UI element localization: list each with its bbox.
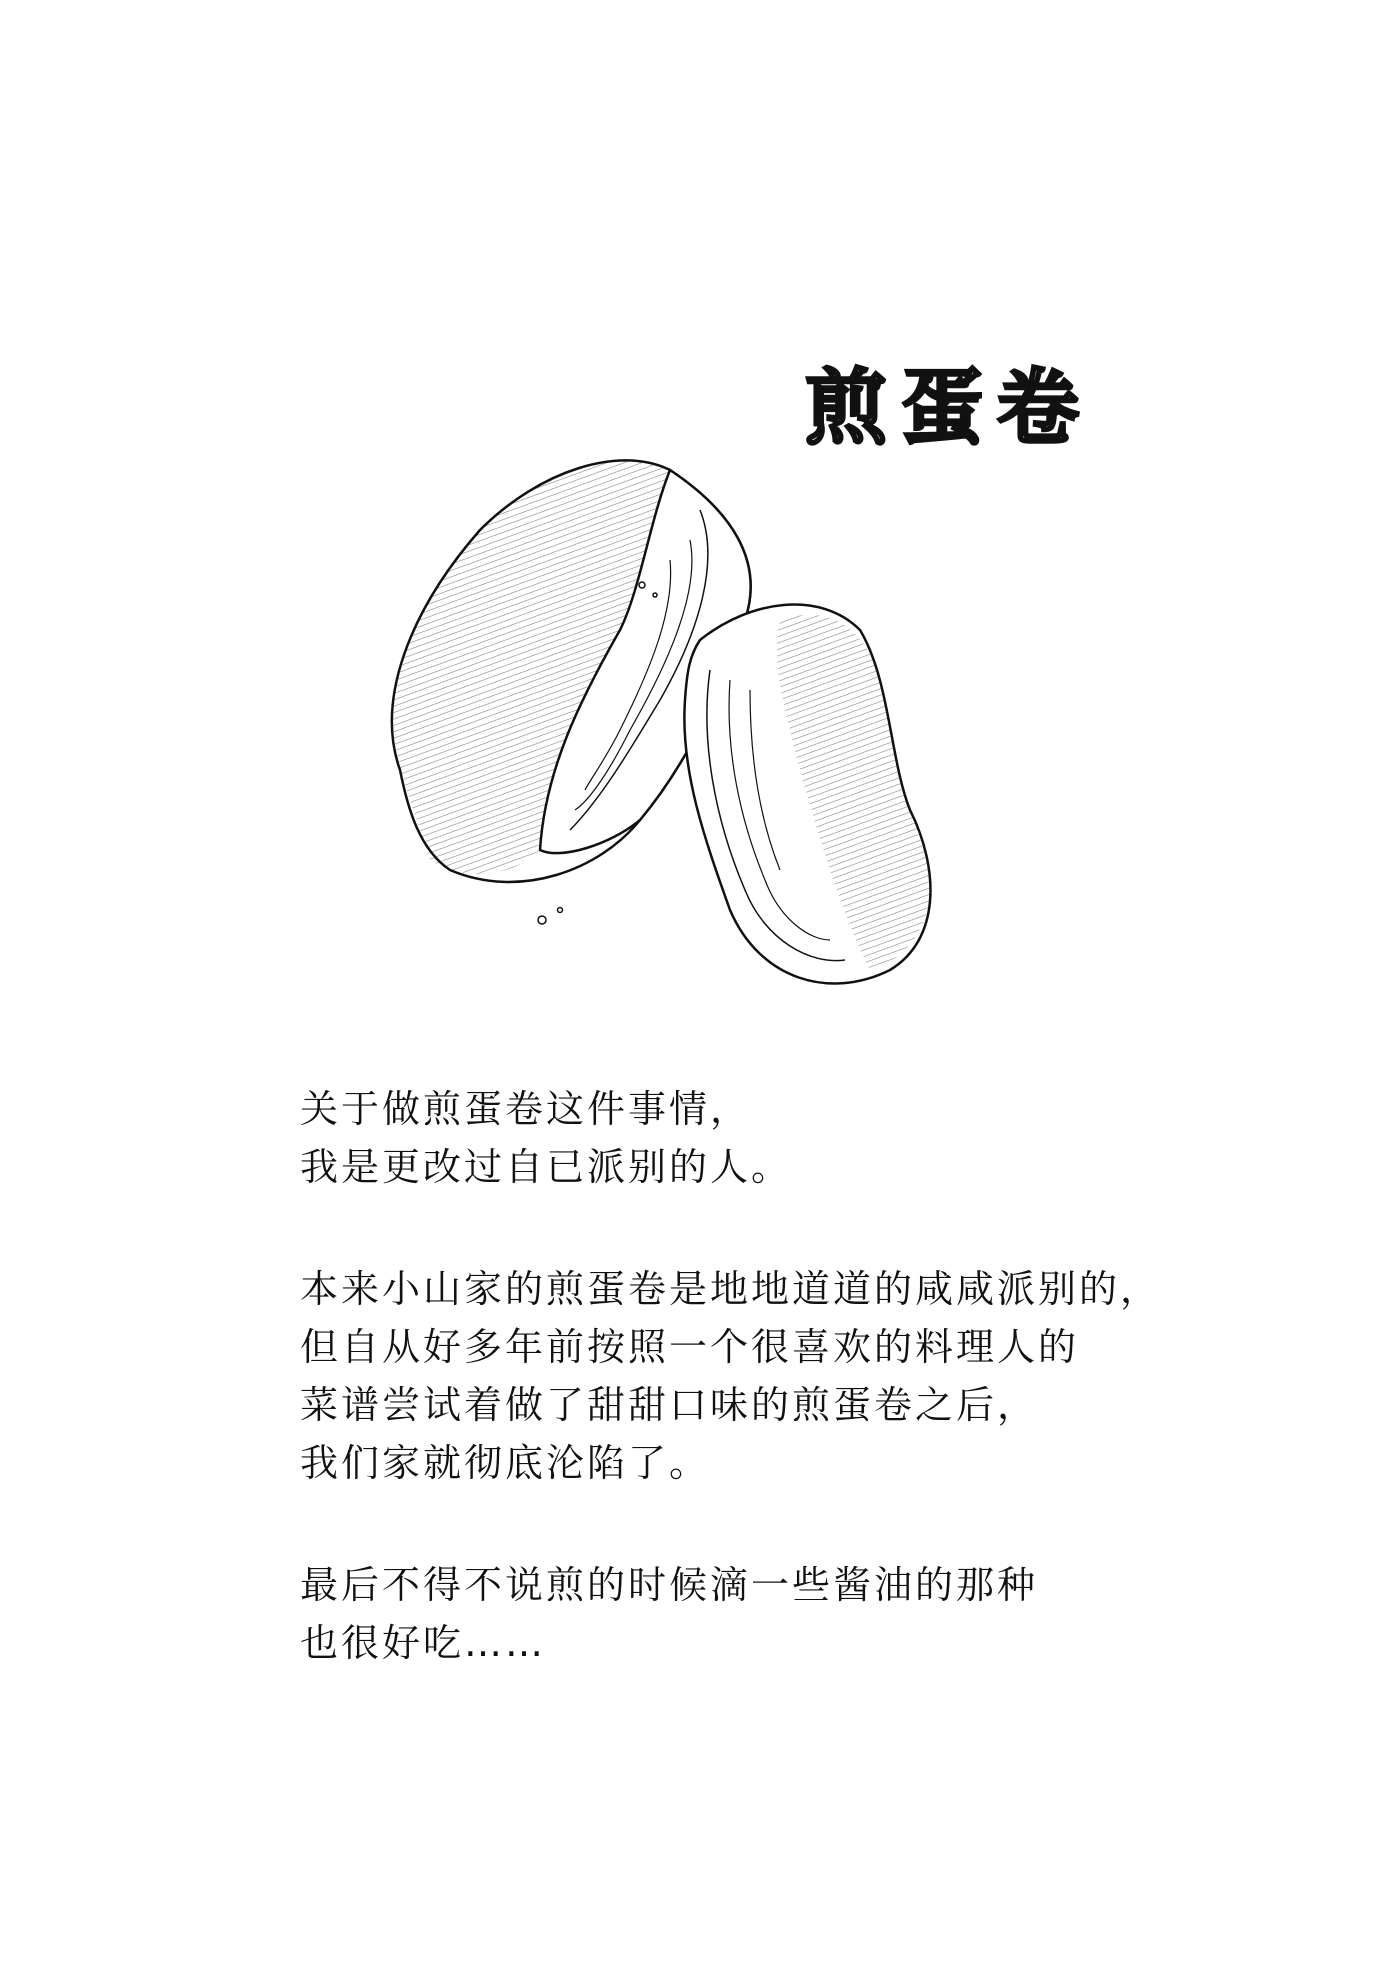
paragraph — [300, 1080, 1161, 1196]
paragraph — [300, 1556, 1161, 1672]
paragraph — [300, 1260, 1161, 1492]
page-title: 煎蛋卷 — [805, 361, 1094, 456]
text-line: 但自从好多年前按照一个很喜欢的料理人的 — [300, 1325, 1080, 1369]
text-line: 关于做煎蛋卷这件事情， — [300, 1087, 752, 1131]
text-line: 我们家就彻底沦陷了。 — [300, 1441, 711, 1485]
text-line: 我是更改过自已派别的人。 — [300, 1145, 793, 1189]
essay-text — [300, 1080, 1161, 1736]
text-line: 最后不得不说煎的时候滴一些酱油的那种 — [300, 1563, 1039, 1607]
text-line: 菜谱尝试着做了甜甜口味的煎蛋卷之后， — [300, 1383, 1039, 1427]
text-line: 也很好吃…… — [300, 1621, 547, 1665]
text-line: 本来小山家的煎蛋卷是地地道道的咸咸派别的， — [300, 1267, 1162, 1311]
tamagoyaki-illustration — [370, 440, 1050, 1000]
